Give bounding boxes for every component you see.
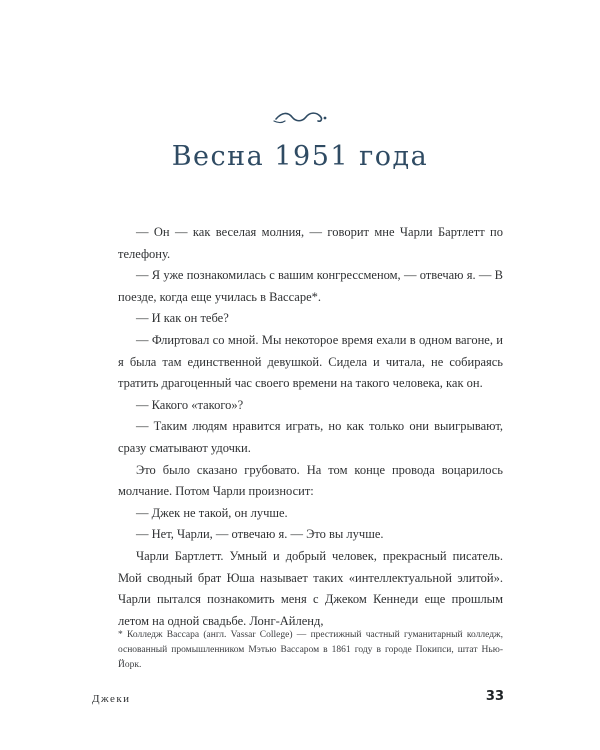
paragraph: — Таким людям нравится играть, но как только они выигрывают, сразу сматывают удочки. — [118, 419, 503, 455]
flourish-icon — [270, 106, 330, 130]
running-head: Джеки — [92, 693, 131, 705]
page-number: 33 — [485, 689, 504, 704]
paragraph: — Нет, Чарли, — отвечаю я. — Это вы лучше. — [136, 527, 384, 542]
paragraph: Чарли Бартлетт. Умный и добрый человек, прекрасный писатель. Мой сводный брат Юша называет таких «интеллектуальной элитой». Чарли пытался познакомить меня с Джеком Кеннеди еще прошлым летом на одной свадьбе. Лонг-Айленд, — [118, 548, 503, 628]
paragraph: — Он — как веселая молния, — говорит мне Чарли Бартлетт по телефону. — [118, 225, 503, 261]
paragraph: — И как он тебе? — [136, 311, 229, 326]
paragraph: — Флиртовал со мной. Мы некоторое время ехали в одном вагоне, и я была там единственной девушкой. Сидела и читала, не собираясь тратить драгоценный час своего времени на такого человека, как он. — [118, 332, 503, 391]
chapter-title: Весна 1951 года — [171, 141, 429, 172]
footnote-text: * Колледж Вассара (англ. Vassar College) — престижный частный гуманитарный колледж, основанный промышленником Мэтью Вассаром в 1861 году в городе Покипси, штат Нью-Йорк. — [118, 630, 503, 670]
chapter-body — [118, 222, 503, 632]
paragraph: Это было сказано грубовато. На том конце провода воцарилось молчание. Потом Чарли произносит: — [118, 462, 503, 499]
paragraph: — Какого «такого»? — [136, 397, 244, 412]
paragraph: — Я уже познакомилась с вашим конгрессменом, — отвечаю я. — В поезде, когда еще училась в Вассаре*. — [118, 268, 503, 304]
footnote — [118, 628, 503, 673]
paragraph: — Джек не такой, он лучше. — [136, 505, 288, 520]
